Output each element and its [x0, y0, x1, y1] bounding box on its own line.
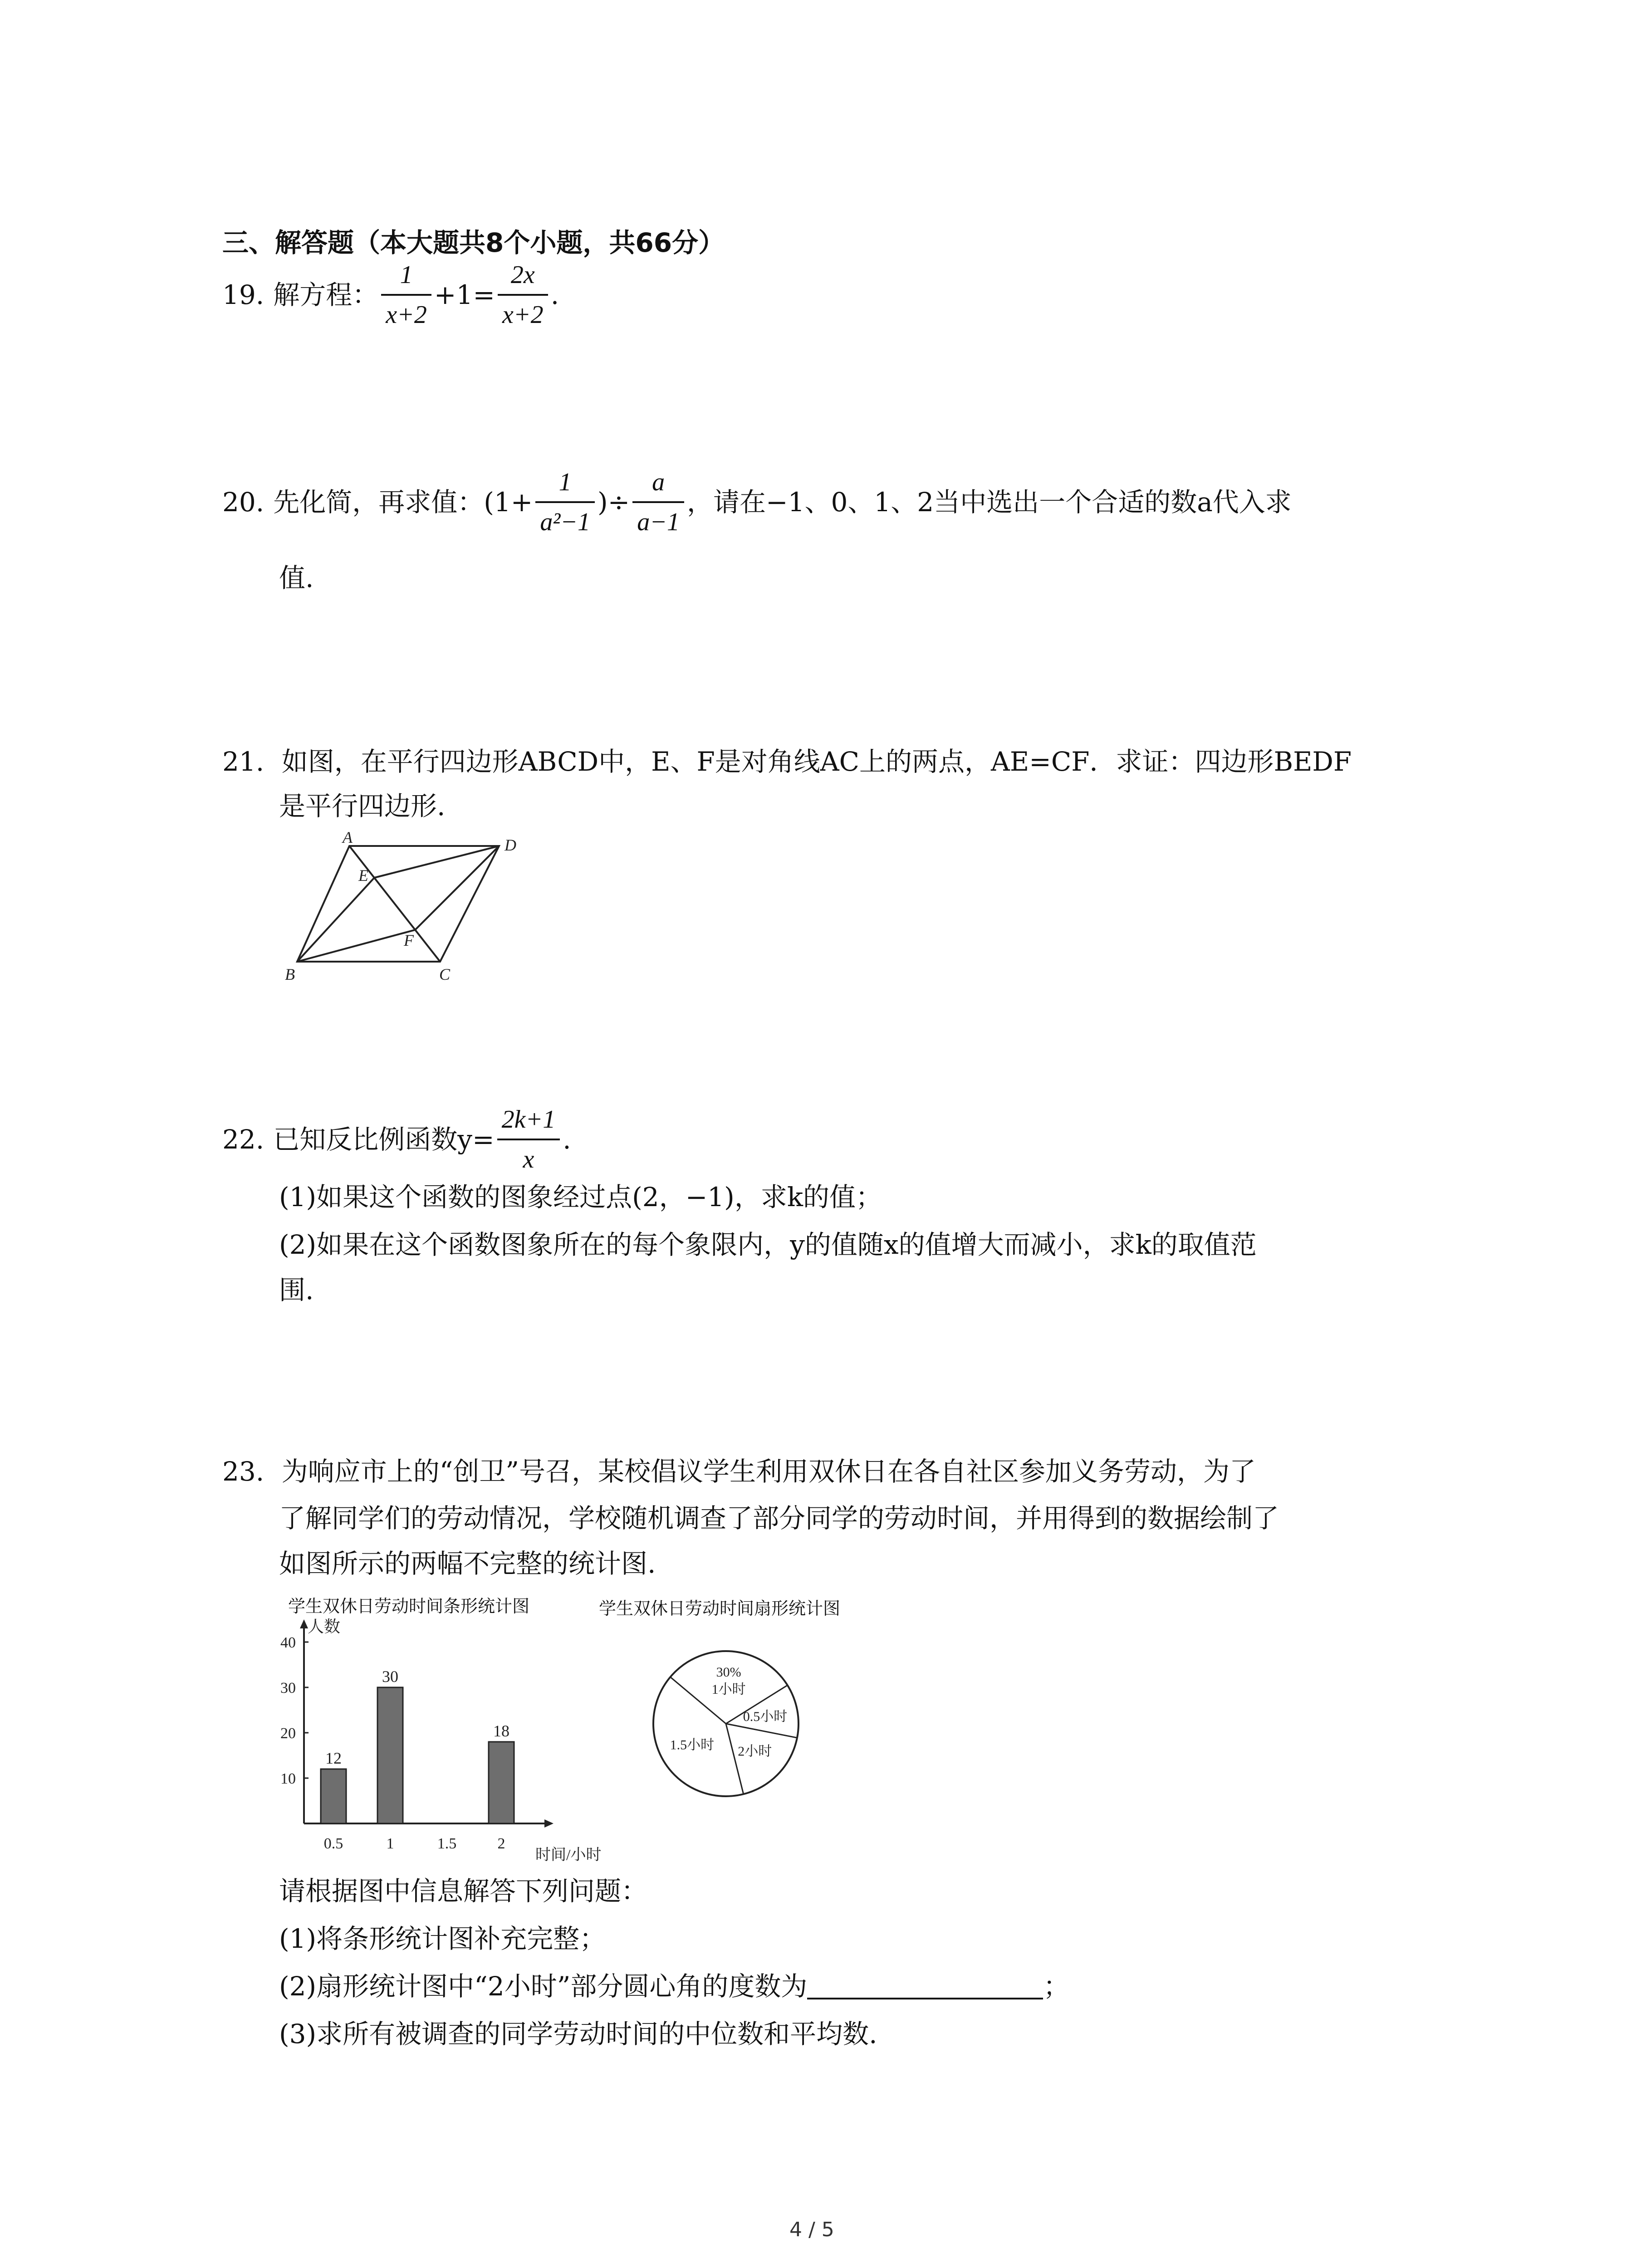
segment-bf — [297, 930, 415, 962]
q21-line2: 是平行四边形. — [279, 791, 446, 821]
section-title: 三、解答题（本大题共8个小题，共66分） — [222, 227, 725, 258]
q19-end: . — [550, 279, 559, 310]
q19-f2-numerator: 2x — [510, 261, 535, 289]
label-f: F — [404, 931, 414, 949]
segment-be — [297, 878, 374, 962]
label-e: E — [358, 866, 368, 885]
x-axis-arrow — [544, 1819, 554, 1828]
question-20 — [222, 469, 1292, 535]
y-tick-label: 40 — [280, 1634, 296, 1651]
y-axis-label: 人数 — [308, 1618, 341, 1636]
q19-mid: +1= — [434, 279, 495, 310]
bar-chart-title: 学生双休日劳动时间条形统计图 — [288, 1596, 530, 1616]
label-d: D — [505, 836, 516, 854]
q20-fraction-2 — [632, 469, 684, 535]
q23-prompt: 请根据图中信息解答下列问题： — [279, 1876, 648, 1906]
q23-part2-post: ； — [1043, 1971, 1070, 2002]
q22-part1: (1)如果这个函数的图象经过点(2，−1)，求k的值； — [279, 1182, 882, 1212]
q22-fraction — [497, 1107, 560, 1172]
q23-line1: 为响应市上的“创卫”号召，某校倡议学生利用双休日在各自社区参加义务劳动，为了 — [281, 1456, 1256, 1487]
question-23 — [222, 1458, 1256, 1485]
question-21 — [222, 748, 1352, 775]
q21-line1: 如图，在平行四边形ABCD中，E、F是对角线AC上的两点，AE=CF．求证：四边形BEDF — [281, 746, 1352, 777]
y-axis-arrow — [300, 1619, 308, 1628]
bar-0.5 — [321, 1769, 346, 1823]
q22-lead: 已知反比例函数y= — [273, 1124, 495, 1155]
q20-line2: 值. — [279, 562, 314, 593]
label-c: C — [439, 965, 451, 983]
q20-f2-denominator: a−1 — [637, 508, 680, 536]
y-tick-label: 10 — [280, 1770, 296, 1787]
x-tick-label: 1.5 — [437, 1835, 457, 1852]
q19-f1-numerator: 1 — [400, 261, 413, 289]
bar-value-label: 18 — [493, 1722, 509, 1740]
parallelogram-figure — [272, 830, 554, 984]
pie-chart-title: 学生双休日劳动时间扇形统计图 — [599, 1598, 841, 1618]
x-tick-label: 0.5 — [323, 1835, 343, 1852]
q19-fraction-1 — [381, 262, 431, 327]
pie-slice-label: 2小时 — [738, 1744, 772, 1759]
q23-part1: (1)将条形统计图补充完整； — [279, 1923, 606, 1954]
q23-number: 23. — [222, 1456, 265, 1487]
y-tick-label: 30 — [280, 1680, 296, 1696]
x-axis-label: 时间/小时 — [535, 1847, 602, 1863]
bar-chart — [254, 1615, 617, 1869]
bar-2 — [489, 1742, 514, 1823]
q20-number: 20. — [222, 487, 265, 518]
q23-line2: 了解同学们的劳动情况，学校随机调查了部分同学的劳动时间，并用得到的数据绘制了 — [279, 1503, 1279, 1534]
pie-slice-label: 0.5小时 — [743, 1709, 788, 1725]
parallelogram-abcd — [297, 846, 499, 962]
q23-line3: 如图所示的两幅不完整的统计图. — [279, 1548, 656, 1579]
segment-ed — [374, 846, 499, 878]
bar-value-label: 30 — [382, 1667, 398, 1686]
q19-f2-denominator: x+2 — [502, 301, 544, 329]
q20-f1-denominator: a²−1 — [540, 508, 590, 536]
label-a: A — [343, 830, 353, 846]
q20-lead: 先化简，再求值：(1+ — [273, 487, 533, 518]
x-tick-label: 1 — [386, 1835, 394, 1852]
q19-number: 19. — [222, 279, 265, 310]
q23-part3: (3)求所有被调查的同学劳动时间的中位数和平均数. — [279, 2019, 877, 2049]
q22-part2-cont: 围. — [279, 1275, 314, 1305]
pie-chart — [644, 1642, 808, 1805]
bar-value-label: 12 — [325, 1749, 342, 1767]
q22-part2: (2)如果在这个函数图象所在的每个象限内，y的值随x的值增大而减小，求k的取值范 — [279, 1229, 1257, 1260]
pie-slice-label: 1小时 — [711, 1682, 746, 1697]
q22-end: . — [563, 1124, 571, 1155]
label-b: B — [285, 965, 295, 983]
pie-slice-label: 1.5小时 — [670, 1737, 715, 1753]
q21-number: 21. — [222, 746, 265, 777]
q22-denominator: x — [523, 1145, 534, 1173]
pie-pct-label: 30% — [716, 1665, 741, 1680]
q20-tail: ，请在−1、0、1、2当中选出一个合适的数a代入求 — [687, 487, 1292, 518]
answer-blank[interactable] — [807, 1974, 1043, 1999]
q19-f1-denominator: x+2 — [386, 301, 427, 329]
q19-fraction-2 — [498, 262, 548, 327]
x-tick-label: 2 — [497, 1835, 505, 1852]
q22-number: 22. — [222, 1124, 265, 1155]
q19-lead: 解方程： — [273, 279, 379, 310]
q22-numerator: 2k+1 — [501, 1105, 556, 1134]
q23-part2 — [279, 1971, 1070, 2002]
q23-part2-pre: (2)扇形统计图中“2小时”部分圆心角的度数为 — [279, 1971, 808, 2002]
page-number: 4 / 5 — [789, 2218, 834, 2241]
segment-fd — [415, 846, 499, 930]
bar-1 — [377, 1687, 403, 1823]
question-22 — [222, 1107, 571, 1172]
y-tick-label: 20 — [280, 1725, 296, 1742]
question-19 — [222, 262, 559, 327]
q20-f1-numerator: 1 — [558, 468, 572, 496]
q20-f2-numerator: a — [652, 468, 665, 496]
q20-mid: )÷ — [597, 487, 630, 518]
q20-fraction-1 — [535, 469, 595, 535]
